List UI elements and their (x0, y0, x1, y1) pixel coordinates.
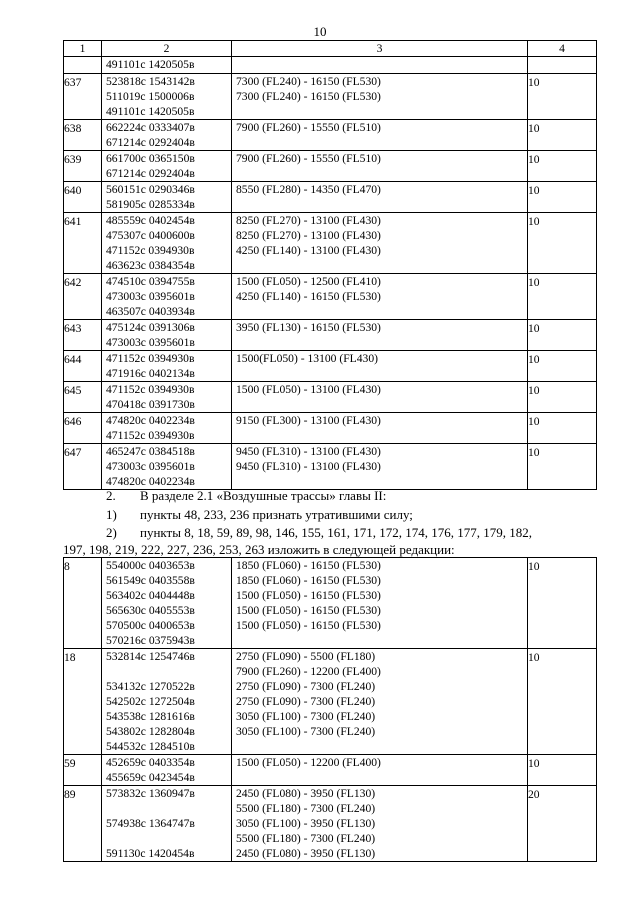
width-cell (528, 120, 597, 151)
route-point: 565630с 0405553в (106, 604, 195, 617)
route-points-cell (102, 182, 232, 213)
route-point: 561549с 0403558в (106, 574, 195, 587)
flight-level-range: 1500 (FL050) - 13100 (FL430) (236, 383, 381, 396)
route-point: 463623с 0384354в (106, 259, 195, 272)
route-point: 662224с 0333407в (106, 121, 195, 134)
route-number: 645 (64, 384, 82, 397)
airway-width: 10 (528, 215, 540, 228)
page-number: 10 (313, 24, 327, 39)
flight-levels-cell (232, 274, 528, 320)
flight-level-range: 1500 (FL050) - 16150 (FL530) (236, 619, 381, 632)
width-cell (528, 382, 597, 413)
route-number-cell (64, 320, 102, 351)
column-header: 2 (102, 41, 232, 57)
airway-width: 10 (528, 276, 540, 289)
route-point: 473003с 0395601в (106, 460, 195, 473)
route-point: 474510с 0394755в (106, 275, 195, 288)
route-number: 637 (64, 76, 82, 89)
route-point: 574938с 1364747в (106, 817, 195, 830)
airway-width: 10 (528, 184, 540, 197)
route-point: 485559с 0402454в (106, 214, 195, 227)
flight-level-range: 4250 (FL140) - 16150 (FL530) (236, 290, 381, 303)
route-number: 638 (64, 122, 82, 135)
route-point: 463507с 0403934в (106, 305, 195, 318)
flight-level-range: 5500 (FL180) - 7300 (FL240) (236, 802, 376, 815)
route-point: 554000с 0403653в (106, 559, 195, 572)
airway-width: 10 (528, 122, 540, 135)
route-points-cell (102, 444, 232, 490)
route-number-cell (64, 182, 102, 213)
flight-level-range: 2750 (FL090) - 7300 (FL240) (236, 680, 376, 693)
airway-width: 10 (528, 651, 540, 664)
table-row (64, 274, 597, 320)
airway-width: 10 (528, 560, 540, 573)
flight-level-range: 3050 (FL100) - 7300 (FL240) (236, 725, 376, 738)
route-number: 644 (64, 353, 82, 366)
route-point: 661700с 0365150в (106, 152, 195, 165)
route-number-cell (64, 649, 102, 755)
route-point: 543802с 1282804в (106, 725, 195, 738)
route-point: 573832с 1360947в (106, 787, 195, 800)
airway-width: 10 (528, 153, 540, 166)
airway-width (528, 58, 596, 73)
route-number: 8 (64, 560, 70, 573)
route-number-cell (64, 57, 102, 74)
route-point: 471916с 0402134в (106, 367, 195, 380)
table-row (64, 558, 597, 649)
route-point: 452659с 0403354в (106, 756, 195, 769)
route-point (102, 664, 231, 679)
route-point: 473003с 0395601в (106, 336, 195, 349)
flight-level-range: 7900 (FL260) - 15550 (FL510) (236, 121, 381, 134)
route-number-cell (64, 213, 102, 274)
route-number-cell (64, 151, 102, 182)
width-cell (528, 320, 597, 351)
route-number-cell (64, 413, 102, 444)
route-number-cell (64, 444, 102, 490)
route-number-cell (64, 755, 102, 786)
route-number: 639 (64, 153, 82, 166)
route-point: 470418с 0391730в (106, 398, 195, 411)
airway-table-new (63, 557, 597, 862)
route-points-cell (102, 382, 232, 413)
route-point: 543538с 1281616в (106, 710, 195, 723)
flight-level-range: 8250 (FL270) - 13100 (FL430) (236, 214, 381, 227)
column-header: 1 (64, 41, 102, 57)
width-cell (528, 274, 597, 320)
route-point: 455659с 0423454в (106, 771, 195, 784)
subitem-1-text: пункты 48, 233, 236 признать утратившими силу; (140, 507, 413, 522)
paragraph-2-number: 2. (106, 488, 116, 503)
route-points-cell (102, 649, 232, 755)
table-body (64, 57, 597, 490)
width-cell (528, 649, 597, 755)
width-cell (528, 444, 597, 490)
route-number-cell (64, 786, 102, 862)
route-point: 560151с 0290346в (106, 183, 195, 196)
airway-width: 10 (528, 384, 540, 397)
flight-level-range: 7300 (FL240) - 16150 (FL530) (236, 75, 381, 88)
flight-levels-cell (232, 213, 528, 274)
flight-levels-cell (232, 755, 528, 786)
table-body (64, 558, 597, 862)
route-point: 542502с 1272504в (106, 695, 195, 708)
flight-level-range: 1850 (FL060) - 16150 (FL530) (236, 559, 381, 572)
table-row (64, 413, 597, 444)
flight-levels-cell (232, 182, 528, 213)
route-point: 471152с 0394930в (106, 383, 195, 396)
subitem-1-number: 1) (106, 507, 117, 522)
flight-level-range: 8550 (FL280) - 14350 (FL470) (236, 183, 381, 196)
route-point: 473003с 0395601в (106, 290, 195, 303)
flight-level-range: 1500 (FL050) - 12200 (FL400) (236, 756, 381, 769)
table-row (64, 755, 597, 786)
width-cell (528, 786, 597, 862)
table-row (64, 120, 597, 151)
table-header-row (64, 41, 597, 57)
route-point: 570216с 0375943в (106, 634, 195, 647)
width-cell (528, 57, 597, 74)
width-cell (528, 755, 597, 786)
route-points-cell (102, 755, 232, 786)
width-cell (528, 558, 597, 649)
width-cell (528, 182, 597, 213)
route-number: 640 (64, 184, 82, 197)
route-point: 471152с 0394930в (106, 352, 195, 365)
route-points-cell (102, 213, 232, 274)
route-point: 465247с 0384518в (106, 445, 195, 458)
airway-width: 10 (528, 446, 540, 459)
route-point: 563402с 0404448в (106, 589, 195, 602)
route-points-cell (102, 274, 232, 320)
flight-level-range: 1500 (FL050) - 12500 (FL410) (236, 275, 381, 288)
flight-level-range: 8250 (FL270) - 13100 (FL430) (236, 229, 381, 242)
route-point: 532814с 1254746в (106, 650, 195, 663)
flight-level-range: 3950 (FL130) - 16150 (FL530) (236, 321, 381, 334)
route-point: 544532с 1284510в (106, 740, 195, 753)
flight-levels-cell (232, 120, 528, 151)
flight-levels-cell (232, 151, 528, 182)
route-points-cell (102, 351, 232, 382)
route-point: 491101с 1420505в (106, 58, 195, 71)
route-points-cell (102, 320, 232, 351)
route-point: 581905с 0285334в (106, 198, 195, 211)
flight-levels-cell (232, 413, 528, 444)
airway-width: 10 (528, 415, 540, 428)
flight-level-range: 3050 (FL100) - 3950 (FL130) (236, 817, 376, 830)
flight-level-range: 4250 (FL140) - 13100 (FL430) (236, 244, 381, 257)
flight-level-range: 1500(FL050) - 13100 (FL430) (236, 352, 379, 365)
flight-levels-cell (232, 351, 528, 382)
route-points-cell (102, 151, 232, 182)
table-row (64, 182, 597, 213)
airway-width: 20 (528, 788, 540, 801)
flight-level-range: 3050 (FL100) - 7300 (FL240) (236, 710, 376, 723)
flight-level-range: 5500 (FL180) - 7300 (FL240) (236, 832, 376, 845)
subitem-2-number: 2) (106, 525, 117, 540)
route-point: 471152с 0394930в (106, 429, 195, 442)
table-row (64, 213, 597, 274)
table-row (64, 786, 597, 862)
route-points-cell (102, 74, 232, 120)
route-points-cell (102, 558, 232, 649)
subitem-2-text: пункты 8, 18, 59, 89, 98, 146, 155, 161, 171, 172, 174, 176, 177, 179, 182, (140, 525, 532, 540)
route-number-cell (64, 558, 102, 649)
route-number: 59 (64, 757, 76, 770)
airway-width: 10 (528, 353, 540, 366)
airway-width: 10 (528, 757, 540, 770)
table-row (64, 649, 597, 755)
route-number-cell (64, 351, 102, 382)
route-point: 671214с 0292404в (106, 136, 195, 149)
route-number: 646 (64, 415, 82, 428)
route-point: 474820с 0402234в (106, 475, 195, 488)
table-row (64, 320, 597, 351)
flight-levels-cell (232, 57, 528, 74)
route-point: 475307с 0400600в (106, 229, 195, 242)
paragraph-2-text: В разделе 2.1 «Воздушные трассы» главы II: (140, 488, 387, 503)
flight-levels-cell (232, 786, 528, 862)
route-number: 641 (64, 215, 82, 228)
route-point: 671214с 0292404в (106, 167, 195, 180)
width-cell (528, 213, 597, 274)
flight-level-range: 1500 (FL050) - 16150 (FL530) (236, 604, 381, 617)
route-point: 511019с 1500006в (106, 90, 195, 103)
flight-levels-cell (232, 444, 528, 490)
flight-level-range (232, 57, 527, 72)
flight-level-range: 2450 (FL080) - 3950 (FL130) (236, 847, 376, 860)
flight-level-range: 2750 (FL090) - 5500 (FL180) (236, 650, 376, 663)
width-cell (528, 413, 597, 444)
route-point: 570500с 0400653в (106, 619, 195, 632)
route-number-cell (64, 74, 102, 120)
column-header: 4 (528, 41, 597, 57)
table-row (64, 57, 597, 74)
route-number: 647 (64, 446, 82, 459)
airway-width: 10 (528, 76, 540, 89)
route-point: 534132с 1270522в (106, 680, 195, 693)
table-row (64, 74, 597, 120)
route-number-cell (64, 274, 102, 320)
flight-level-range: 9450 (FL310) - 13100 (FL430) (236, 460, 381, 473)
route-number: 89 (64, 788, 76, 801)
flight-level-range: 9150 (FL300) - 13100 (FL430) (236, 414, 381, 427)
subitem-2-continuation: 197, 198, 219, 222, 227, 236, 253, 263 изложить в следующей редакции: (63, 542, 455, 557)
route-point: 475124с 0391306в (106, 321, 195, 334)
route-point: 491101с 1420505в (106, 105, 195, 118)
route-number: 643 (64, 322, 82, 335)
route-points-cell (102, 413, 232, 444)
flight-level-range: 9450 (FL310) - 13100 (FL430) (236, 445, 381, 458)
route-number-cell (64, 382, 102, 413)
route-points-cell (102, 57, 232, 74)
table-row (64, 382, 597, 413)
flight-level-range: 7300 (FL240) - 16150 (FL530) (236, 90, 381, 103)
route-point (102, 801, 231, 816)
route-points-cell (102, 120, 232, 151)
route-point: 471152с 0394930в (106, 244, 195, 257)
airway-table-continued (63, 40, 597, 490)
flight-levels-cell (232, 320, 528, 351)
route-number: 642 (64, 276, 82, 289)
flight-level-range: 7900 (FL260) - 15550 (FL510) (236, 152, 381, 165)
route-point (102, 831, 231, 846)
flight-level-range: 7900 (FL260) - 12200 (FL400) (236, 665, 381, 678)
route-number-cell (64, 120, 102, 151)
flight-levels-cell (232, 74, 528, 120)
table-row (64, 351, 597, 382)
column-header: 3 (232, 41, 528, 57)
flight-levels-cell (232, 649, 528, 755)
route-number: 18 (64, 651, 76, 664)
route-number (64, 58, 101, 73)
flight-level-range: 1850 (FL060) - 16150 (FL530) (236, 574, 381, 587)
route-point: 523818с 1543142в (106, 75, 195, 88)
flight-level-range: 2750 (FL090) - 7300 (FL240) (236, 695, 376, 708)
width-cell (528, 151, 597, 182)
width-cell (528, 351, 597, 382)
flight-levels-cell (232, 382, 528, 413)
airway-width: 10 (528, 322, 540, 335)
width-cell (528, 74, 597, 120)
route-points-cell (102, 786, 232, 862)
flight-level-range: 2450 (FL080) - 3950 (FL130) (236, 787, 376, 800)
flight-levels-cell (232, 558, 528, 649)
route-point: 591130с 1420454в (106, 847, 195, 860)
flight-level-range: 1500 (FL050) - 16150 (FL530) (236, 589, 381, 602)
route-point: 474820с 0402234в (106, 414, 195, 427)
table-row (64, 444, 597, 490)
table-row (64, 151, 597, 182)
